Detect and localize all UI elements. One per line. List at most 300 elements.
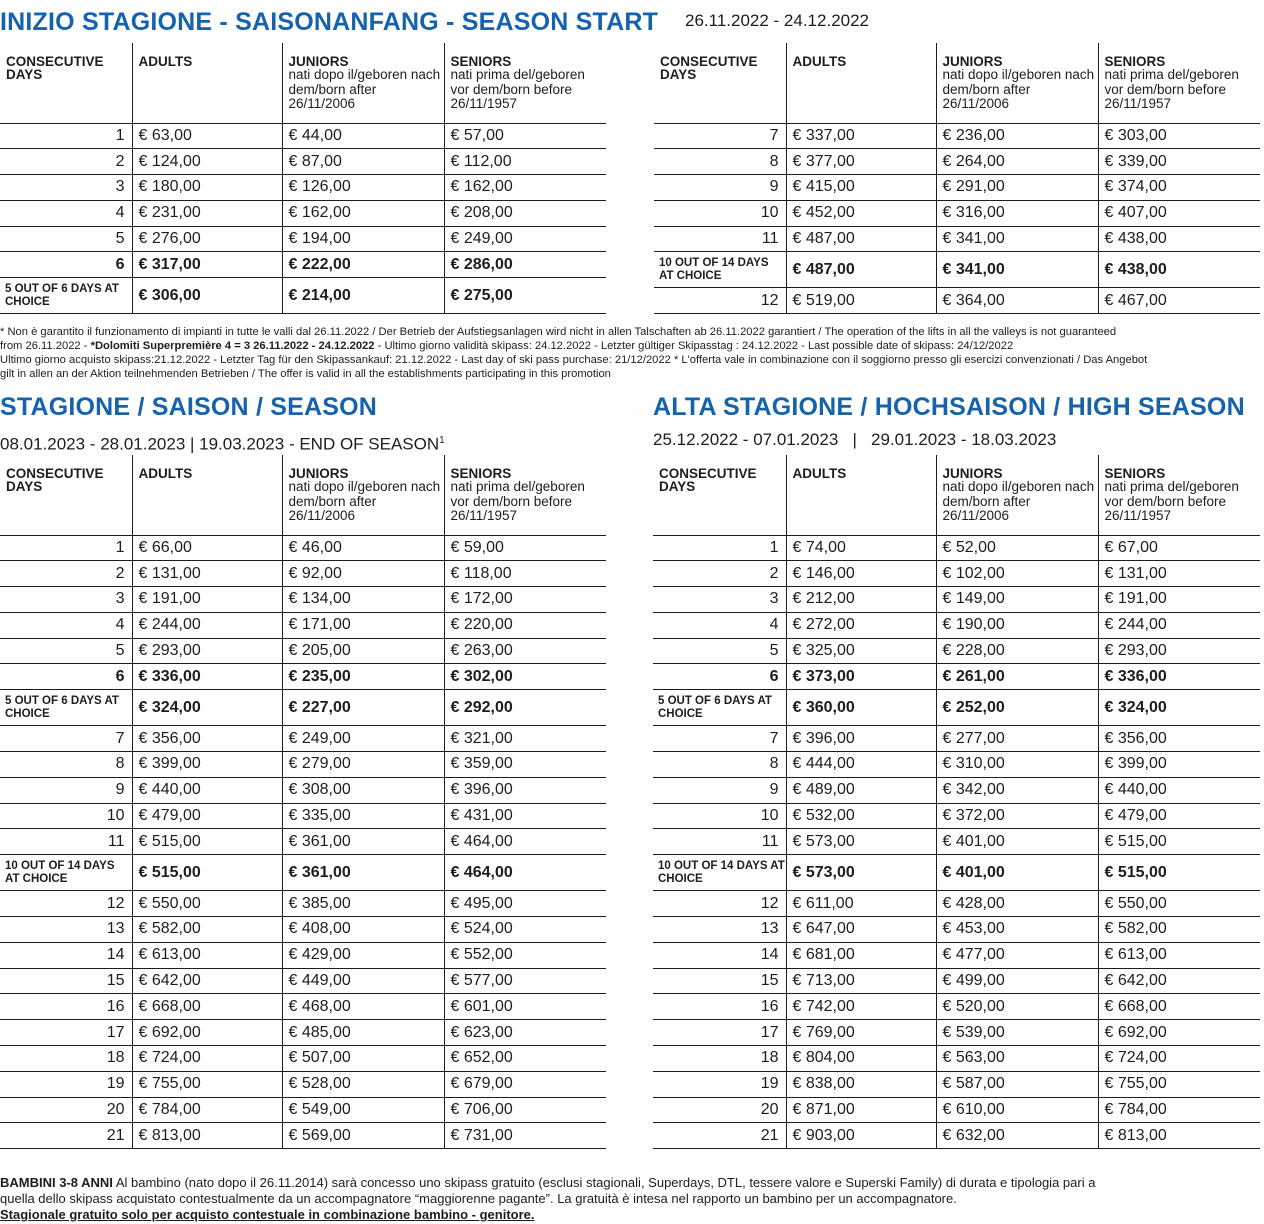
seniors-price: € 623,00 [444, 1020, 606, 1046]
seniors-price: € 399,00 [1098, 752, 1260, 778]
season-title: STAGIONE / SAISON / SEASON [0, 393, 378, 421]
header-adults-label: ADULTS [792, 466, 847, 481]
day-cell [0, 690, 132, 726]
header-juniors [282, 455, 444, 535]
juniors-price: € 214,00 [282, 278, 444, 314]
header-seniors-sub: nati prima del/geboren vor dem/born before 26/11/1957 [450, 67, 585, 111]
adults-price: € 519,00 [786, 288, 936, 314]
season-start-table-left [0, 43, 606, 314]
adults-price: € 212,00 [786, 587, 936, 613]
juniors-price: € 408,00 [282, 917, 444, 943]
juniors-price: € 126,00 [282, 175, 444, 201]
juniors-price: € 372,00 [936, 803, 1098, 829]
day-cell: 9 [115, 781, 125, 799]
day-cell [653, 855, 786, 891]
adults-price: € 838,00 [786, 1071, 936, 1097]
juniors-price: € 507,00 [282, 1046, 444, 1072]
table-row [0, 855, 606, 891]
day-cell: 8 [115, 755, 125, 773]
header-juniors-label: JUNIORS [942, 54, 1003, 69]
header-days-label: CONSECUTIVE DAYS [659, 466, 757, 494]
juniors-price: € 194,00 [282, 226, 444, 252]
adults-price: € 668,00 [132, 994, 282, 1020]
seniors-price: € 244,00 [1098, 612, 1260, 638]
adults-price: € 306,00 [132, 278, 282, 314]
seniors-price: € 249,00 [444, 226, 606, 252]
day-cell: 10 [760, 204, 779, 222]
juniors-price: € 44,00 [282, 123, 444, 149]
footer-line-1: BAMBINI 3-8 ANNI Al bambino (nato dopo il 26.11.2014) sarà concesso uno skipass gratuito (esclusi stagionali, Superdays, DTL, tessere valore e Superski Family) di durata e tipologia pari a [0, 1175, 1096, 1190]
adults-price: € 373,00 [786, 664, 936, 690]
header-adults [786, 455, 936, 535]
day-cell: 12 [760, 291, 779, 309]
day-cell: 15 [106, 972, 125, 990]
header-adults-label: ADULTS [138, 54, 193, 69]
adults-price: € 336,00 [132, 664, 282, 690]
seniors-price: € 396,00 [444, 777, 606, 803]
adults-price: € 124,00 [132, 149, 282, 175]
table-row [0, 1071, 606, 1097]
table-row [653, 561, 1260, 587]
seniors-price: € 731,00 [444, 1123, 606, 1149]
seniors-price: € 577,00 [444, 968, 606, 994]
juniors-price: € 134,00 [282, 587, 444, 613]
note-line-4: gilt in allen an der Aktion teilnehmenden Betrieben / The offer is valid in all the establishments participating in this promotion [0, 368, 611, 380]
day-cell: 1 [769, 538, 779, 556]
table-row [0, 891, 606, 917]
seniors-price: € 813,00 [1098, 1123, 1260, 1149]
table-row [0, 226, 606, 252]
day-cell: 3 [769, 590, 779, 608]
header-adults-label: ADULTS [138, 466, 193, 481]
day-cell: 9 [769, 781, 779, 799]
adults-price: € 487,00 [786, 252, 936, 288]
adults-price: € 742,00 [786, 994, 936, 1020]
day-cell: 17 [760, 1023, 779, 1041]
table-row [653, 891, 1260, 917]
day-cell [0, 855, 132, 891]
header-juniors [282, 43, 444, 123]
adults-price: € 871,00 [786, 1097, 936, 1123]
seniors-price: € 303,00 [1098, 123, 1260, 149]
adults-price: € 191,00 [132, 587, 282, 613]
table-row [0, 1123, 606, 1149]
day-cell: 4 [769, 616, 779, 634]
adults-price: € 769,00 [786, 1020, 936, 1046]
seniors-price: € 495,00 [444, 891, 606, 917]
choice-label: 10 OUT OF 14 DAYS AT CHOICE [5, 859, 115, 885]
juniors-price: € 401,00 [936, 855, 1098, 891]
header-juniors-sub: nati dopo il/geboren nach dem/born after 26/11/2006 [942, 479, 1095, 523]
header-juniors-sub: nati dopo il/geboren nach dem/born after 26/11/2006 [288, 67, 441, 111]
juniors-price: € 87,00 [282, 149, 444, 175]
adults-price: € 613,00 [132, 942, 282, 968]
header-seniors-label: SENIORS [450, 466, 512, 481]
juniors-price: € 291,00 [936, 175, 1098, 201]
juniors-price: € 428,00 [936, 891, 1098, 917]
season-start-dates: 26.11.2022 - 24.12.2022 [685, 11, 870, 30]
seniors-price: € 286,00 [444, 252, 606, 278]
juniors-price: € 477,00 [936, 942, 1098, 968]
table-row [653, 829, 1260, 855]
adults-price: € 317,00 [132, 252, 282, 278]
adults-price: € 647,00 [786, 917, 936, 943]
season-table [0, 455, 606, 1149]
juniors-price: € 539,00 [936, 1020, 1098, 1046]
seniors-price: € 263,00 [444, 638, 606, 664]
table-row [654, 288, 1260, 314]
adults-price: € 784,00 [132, 1097, 282, 1123]
header-days [654, 43, 786, 123]
table-row [654, 226, 1260, 252]
juniors-price: € 92,00 [282, 561, 444, 587]
note-line-3: Ultimo giorno acquisto skipass:21.12.2022 - Letzter Tag für den Skipassankauf: 21.12.2022 - Last day of ski pass purchase: 21/12/2022 * L'offerta vale in combinazione con il soggiorno presso gli esercizi convenzionati / Das Angebot [0, 354, 1148, 366]
seniors-price: € 172,00 [444, 587, 606, 613]
juniors-price: € 261,00 [936, 664, 1098, 690]
seniors-price: € 552,00 [444, 942, 606, 968]
table-row [654, 200, 1260, 226]
day-cell: 12 [106, 894, 125, 912]
seniors-price: € 438,00 [1098, 252, 1260, 288]
juniors-price: € 308,00 [282, 777, 444, 803]
adults-price: € 489,00 [786, 777, 936, 803]
table-row [0, 535, 606, 561]
juniors-price: € 52,00 [936, 535, 1098, 561]
day-cell: 19 [760, 1075, 779, 1093]
table-row [654, 175, 1260, 201]
header-juniors [936, 455, 1098, 535]
day-cell: 4 [115, 204, 125, 222]
juniors-price: € 205,00 [282, 638, 444, 664]
header-seniors-sub: nati prima del/geboren vor dem/born before 26/11/1957 [1104, 479, 1239, 523]
header-days-label: CONSECUTIVE DAYS [660, 54, 758, 82]
seniors-price: € 302,00 [444, 664, 606, 690]
day-cell: 6 [115, 255, 125, 273]
juniors-price: € 264,00 [936, 149, 1098, 175]
seniors-price: € 292,00 [444, 690, 606, 726]
juniors-price: € 449,00 [282, 968, 444, 994]
juniors-price: € 342,00 [936, 777, 1098, 803]
adults-price: € 360,00 [786, 690, 936, 726]
juniors-price: € 279,00 [282, 752, 444, 778]
header-juniors-label: JUNIORS [288, 466, 349, 481]
header-juniors [936, 43, 1098, 123]
seniors-price: € 324,00 [1098, 690, 1260, 726]
juniors-price: € 162,00 [282, 200, 444, 226]
juniors-price: € 563,00 [936, 1046, 1098, 1072]
juniors-price: € 485,00 [282, 1020, 444, 1046]
table-row [653, 1123, 1260, 1149]
adults-price: € 713,00 [786, 968, 936, 994]
juniors-price: € 249,00 [282, 726, 444, 752]
day-cell: 17 [106, 1023, 125, 1041]
table-row [0, 123, 606, 149]
table-row [0, 561, 606, 587]
table-row [653, 968, 1260, 994]
table-row [0, 175, 606, 201]
seniors-price: € 162,00 [444, 175, 606, 201]
table-row [654, 252, 1260, 288]
seniors-price: € 112,00 [444, 149, 606, 175]
adults-price: € 66,00 [132, 535, 282, 561]
juniors-price: € 190,00 [936, 612, 1098, 638]
day-cell: 14 [760, 946, 779, 964]
day-cell: 18 [760, 1049, 779, 1067]
adults-price: € 396,00 [786, 726, 936, 752]
adults-price: € 642,00 [132, 968, 282, 994]
seniors-price: € 359,00 [444, 752, 606, 778]
header-days [0, 43, 132, 123]
day-cell [653, 690, 786, 726]
header-seniors [1098, 455, 1260, 535]
day-cell: 4 [115, 616, 125, 634]
adults-price: € 325,00 [786, 638, 936, 664]
juniors-price: € 171,00 [282, 612, 444, 638]
juniors-price: € 235,00 [282, 664, 444, 690]
header-seniors-sub: nati prima del/geboren vor dem/born before 26/11/1957 [450, 479, 585, 523]
day-cell: 2 [115, 564, 125, 582]
seniors-price: € 515,00 [1098, 855, 1260, 891]
table-row [653, 535, 1260, 561]
day-cell: 1 [115, 538, 125, 556]
juniors-price: € 453,00 [936, 917, 1098, 943]
day-cell: 1 [115, 126, 125, 144]
table-row [653, 1097, 1260, 1123]
day-cell: 5 [115, 642, 125, 660]
adults-price: € 515,00 [132, 855, 282, 891]
seniors-price: € 59,00 [444, 535, 606, 561]
juniors-price: € 341,00 [936, 252, 1098, 288]
table-row [653, 803, 1260, 829]
juniors-price: € 468,00 [282, 994, 444, 1020]
juniors-price: € 632,00 [936, 1123, 1098, 1149]
table-row [653, 726, 1260, 752]
high-season-title: ALTA STAGIONE / HOCHSAISON / HIGH SEASON [653, 393, 1245, 421]
high-season-table [653, 455, 1260, 1149]
day-cell: 7 [115, 729, 125, 747]
header-adults-label: ADULTS [792, 54, 847, 69]
juniors-price: € 385,00 [282, 891, 444, 917]
adults-price: € 813,00 [132, 1123, 282, 1149]
day-cell: 2 [769, 564, 779, 582]
table-row [0, 1046, 606, 1072]
seniors-price: € 275,00 [444, 278, 606, 314]
day-cell: 7 [769, 729, 779, 747]
table-row [653, 855, 1260, 891]
juniors-price: € 222,00 [282, 252, 444, 278]
day-cell: 16 [760, 997, 779, 1015]
day-cell: 10 [760, 807, 779, 825]
table-row [0, 752, 606, 778]
table-row [653, 638, 1260, 664]
day-cell: 11 [107, 832, 125, 850]
choice-label: 5 OUT OF 6 DAYS AT CHOICE [5, 694, 119, 720]
day-cell: 8 [769, 755, 779, 773]
table-row [0, 612, 606, 638]
seniors-price: € 582,00 [1098, 917, 1260, 943]
seniors-price: € 321,00 [444, 726, 606, 752]
adults-price: € 724,00 [132, 1046, 282, 1072]
day-cell: 13 [760, 920, 779, 938]
season-dates: 08.01.2023 - 28.01.2023 | 19.03.2023 - END OF SEASON$^1$ [0, 434, 445, 454]
header-adults [132, 43, 282, 123]
seniors-price: € 755,00 [1098, 1071, 1260, 1097]
adults-price: € 415,00 [786, 175, 936, 201]
adults-price: € 479,00 [132, 803, 282, 829]
seniors-price: € 642,00 [1098, 968, 1260, 994]
table-row [0, 690, 606, 726]
day-cell: 6 [769, 667, 779, 685]
table-row [653, 752, 1260, 778]
day-cell: 10 [106, 807, 125, 825]
adults-price: € 452,00 [786, 200, 936, 226]
table-row [0, 664, 606, 690]
seniors-price: € 464,00 [444, 829, 606, 855]
table-row [0, 252, 606, 278]
seniors-price: € 57,00 [444, 123, 606, 149]
header-seniors-label: SENIORS [1104, 54, 1166, 69]
seniors-price: € 668,00 [1098, 994, 1260, 1020]
table-row [0, 278, 606, 314]
choice-label: 5 OUT OF 6 DAYS AT CHOICE [5, 282, 119, 308]
table-row [0, 200, 606, 226]
juniors-price: € 364,00 [936, 288, 1098, 314]
seniors-price: € 524,00 [444, 917, 606, 943]
day-cell: 15 [760, 972, 779, 990]
seniors-price: € 784,00 [1098, 1097, 1260, 1123]
adults-price: € 487,00 [786, 226, 936, 252]
adults-price: € 532,00 [786, 803, 936, 829]
table-row [653, 994, 1260, 1020]
footer-line-2: quella dello skipass acquistato contestualmente da un accompagnatore “maggiorenne pagante”. La gratuità è intesa nel rapporto un bambino per un accompagnatore. [0, 1191, 957, 1206]
header-seniors-label: SENIORS [1104, 466, 1166, 481]
adults-price: € 324,00 [132, 690, 282, 726]
footer-line-3: Stagionale gratuito solo per acquisto contestuale in combinazione bambino - genitore. [0, 1207, 535, 1222]
adults-price: € 146,00 [786, 561, 936, 587]
table-row [0, 777, 606, 803]
seniors-price: € 479,00 [1098, 803, 1260, 829]
table-row [0, 968, 606, 994]
juniors-price: € 227,00 [282, 690, 444, 726]
season-start-title: INIZIO STAGIONE - SAISONANFANG - SEASON START [0, 8, 659, 36]
day-cell: 11 [761, 832, 779, 850]
seniors-price: € 374,00 [1098, 175, 1260, 201]
seniors-price: € 191,00 [1098, 587, 1260, 613]
seniors-price: € 67,00 [1098, 535, 1260, 561]
seniors-price: € 339,00 [1098, 149, 1260, 175]
header-juniors-sub: nati dopo il/geboren nach dem/born after 26/11/2006 [942, 67, 1095, 111]
juniors-price: € 310,00 [936, 752, 1098, 778]
table-row [653, 917, 1260, 943]
table-row [653, 664, 1260, 690]
adults-price: € 582,00 [132, 917, 282, 943]
day-cell: 18 [106, 1049, 125, 1067]
seniors-price: € 118,00 [444, 561, 606, 587]
juniors-price: € 499,00 [936, 968, 1098, 994]
seniors-price: € 652,00 [444, 1046, 606, 1072]
choice-label: 5 OUT OF 6 DAYS AT CHOICE [658, 694, 772, 720]
adults-price: € 804,00 [786, 1046, 936, 1072]
table-header-row [653, 455, 1260, 535]
juniors-price: € 549,00 [282, 1097, 444, 1123]
note-line-2: from 26.11.2022 - *Dolomiti Superpremière 4 = 3 26.11.2022 - 24.12.2022 - Ultimo giorno validità skipass: 24.12.2022 - Letzter gültiger Skipasstag : 24.12.2022 - Last possible date of skipass: 24/12/2022 [0, 340, 1014, 352]
seniors-price: € 407,00 [1098, 200, 1260, 226]
day-cell: 3 [115, 178, 125, 196]
juniors-price: € 361,00 [282, 855, 444, 891]
season-start-table-right [654, 43, 1260, 314]
seniors-price: € 692,00 [1098, 1020, 1260, 1046]
table-row [653, 942, 1260, 968]
table-row [0, 803, 606, 829]
juniors-price: € 252,00 [936, 690, 1098, 726]
day-cell: 3 [115, 590, 125, 608]
choice-label: 10 OUT OF 14 DAYS AT CHOICE [659, 256, 769, 282]
juniors-price: € 228,00 [936, 638, 1098, 664]
seniors-price: € 220,00 [444, 612, 606, 638]
adults-price: € 515,00 [132, 829, 282, 855]
juniors-price: € 569,00 [282, 1123, 444, 1149]
header-juniors-label: JUNIORS [288, 54, 349, 69]
seniors-price: € 438,00 [1098, 226, 1260, 252]
adults-price: € 180,00 [132, 175, 282, 201]
table-row [0, 994, 606, 1020]
adults-price: € 131,00 [132, 561, 282, 587]
table-row [0, 587, 606, 613]
choice-label: 10 OUT OF 14 DAYS AT CHOICE [658, 859, 785, 885]
seniors-price: € 706,00 [444, 1097, 606, 1123]
juniors-price: € 316,00 [936, 200, 1098, 226]
header-juniors-label: JUNIORS [942, 466, 1003, 481]
seniors-price: € 613,00 [1098, 942, 1260, 968]
adults-price: € 276,00 [132, 226, 282, 252]
table-row [653, 1046, 1260, 1072]
adults-price: € 356,00 [132, 726, 282, 752]
day-cell: 13 [106, 920, 125, 938]
seniors-price: € 336,00 [1098, 664, 1260, 690]
adults-price: € 337,00 [786, 123, 936, 149]
juniors-price: € 520,00 [936, 994, 1098, 1020]
day-cell [0, 278, 132, 314]
juniors-price: € 46,00 [282, 535, 444, 561]
juniors-price: € 401,00 [936, 829, 1098, 855]
table-row [0, 638, 606, 664]
day-cell: 6 [115, 667, 125, 685]
seniors-price: € 431,00 [444, 803, 606, 829]
juniors-price: € 335,00 [282, 803, 444, 829]
table-row [0, 942, 606, 968]
day-cell: 16 [106, 997, 125, 1015]
seniors-price: € 515,00 [1098, 829, 1260, 855]
adults-price: € 692,00 [132, 1020, 282, 1046]
seniors-price: € 467,00 [1098, 288, 1260, 314]
adults-price: € 611,00 [786, 891, 936, 917]
seniors-price: € 601,00 [444, 994, 606, 1020]
adults-price: € 573,00 [786, 829, 936, 855]
header-adults [132, 455, 282, 535]
juniors-price: € 610,00 [936, 1097, 1098, 1123]
juniors-price: € 341,00 [936, 226, 1098, 252]
day-cell: 14 [106, 946, 125, 964]
seniors-price: € 724,00 [1098, 1046, 1260, 1072]
day-cell: 11 [761, 230, 779, 248]
day-cell: 2 [115, 152, 125, 170]
adults-price: € 444,00 [786, 752, 936, 778]
seniors-price: € 131,00 [1098, 561, 1260, 587]
adults-price: € 440,00 [132, 777, 282, 803]
adults-price: € 755,00 [132, 1071, 282, 1097]
juniors-price: € 429,00 [282, 942, 444, 968]
header-days-label: CONSECUTIVE DAYS [6, 466, 104, 494]
